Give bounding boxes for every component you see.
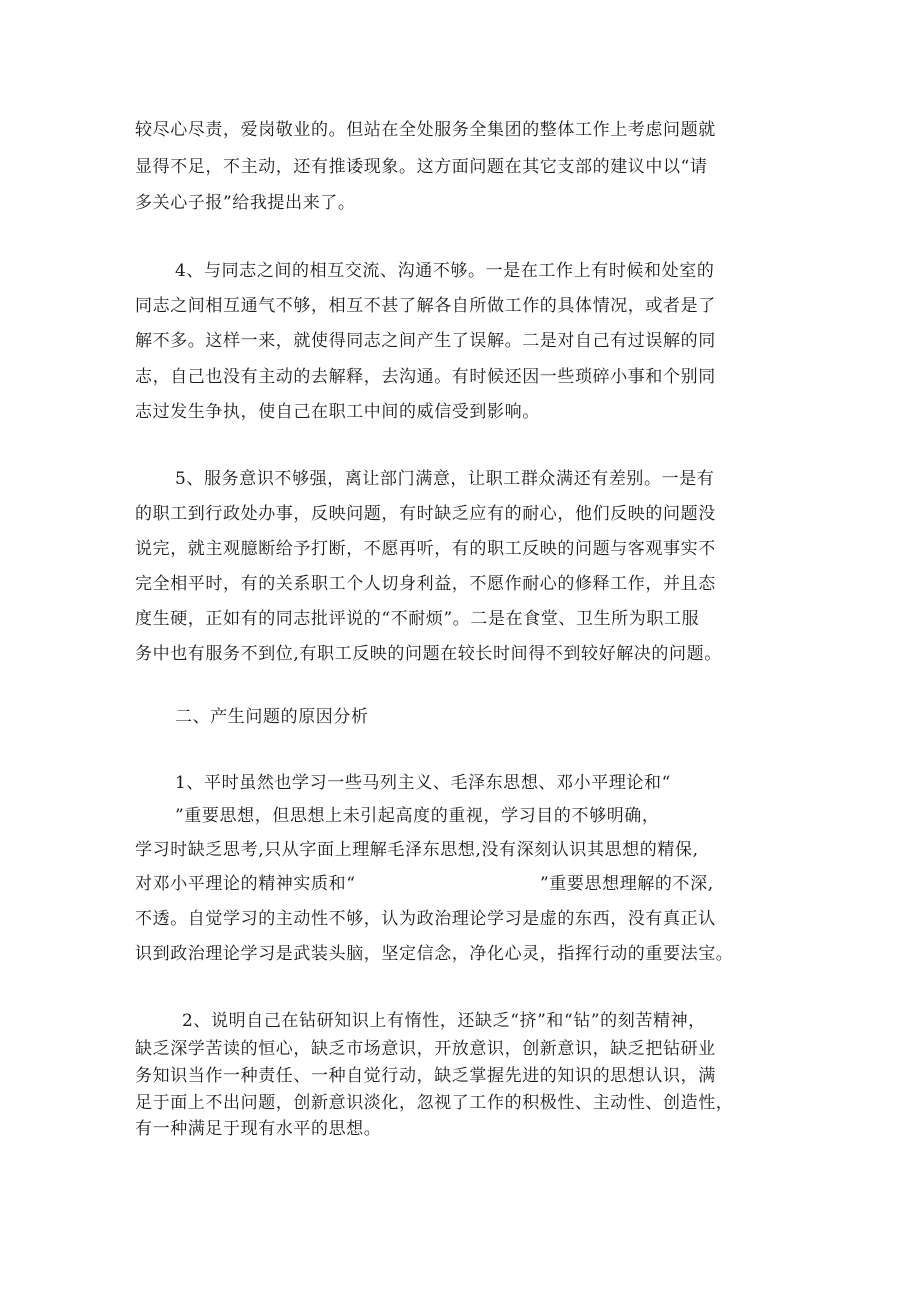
- text-line: 志，自己也没有主动的去解释，去沟通。有时候还因一些琐碎小事和个别同: [135, 367, 716, 387]
- text-line: 1、平时虽然也学习一些马列主义、毛泽东思想、邓小平理论和“: [175, 773, 671, 793]
- text-line: 足于面上不出问题，创新意识淡化，忽视了工作的积极性、主动性、创造性，: [135, 1093, 734, 1113]
- text-line: 2、说明自己在钻研知识上有惰性，还缺乏“挤”和“钻”的刻苦精神，: [182, 1011, 706, 1031]
- text-line: 识到政治理论学习是武装头脑，坚定信念，净化心灵，指挥行动的重要法宝。: [135, 944, 734, 964]
- text-line: 较尽心尽责，爱岗敬业的。但站在全处服务全集团的整体工作上考虑问题就: [135, 120, 716, 140]
- text-line: 不透。自觉学习的主动性不够，认为政治理论学习是虚的东西，没有真正认: [135, 909, 716, 929]
- text-line: 5、服务意识不够强，离让部门满意，让职工群众满还有差别。一是有: [175, 469, 715, 489]
- text-line: 同志之间相互通气不够，相互不甚了解各自所做工作的具体情况，或者是了: [135, 296, 716, 316]
- text-line: 度生硬，正如有的同志批评说的“不耐烦”。二是在食堂、卫生所为职工服: [135, 609, 700, 629]
- text-line: 说完，就主观臆断给予打断，不愿再听，有的职工反映的问题与客观事实不: [135, 539, 716, 559]
- text-line: ”重要思想理解的不深,: [540, 874, 714, 894]
- text-line: 完全相平时，有的关系职工个人切身利益，不愿作耐心的修释工作，并且态: [135, 574, 716, 594]
- text-line: 对邓小平理论的精神实质和“: [135, 874, 356, 894]
- text-line: ”重要思想，但思想上未引起高度的重视，学习目的不够明确，: [175, 806, 660, 826]
- text-line: 显得不足，不主动，还有推诿现象。这方面问题在其它支部的建议中以“请: [135, 157, 708, 177]
- text-line: 解不多。这样一来，就使得同志之间产生了误解。二是对自己有过误解的同: [135, 331, 716, 351]
- text-line: 的职工到行政处办事，反映问题，有时缺乏应有的耐心，他们反映的问题没: [135, 504, 716, 524]
- text-line: 志过发生争执，使自己在职工中间的威信受到影响。: [135, 402, 540, 422]
- text-line: 务中也有服务不到位,有职工反映的问题在较长时间得不到较好解决的问题。: [135, 644, 722, 664]
- text-line: 务知识当作一种责任、一种自觉行动，缺乏掌握先进的知识的思想认识，满: [135, 1066, 716, 1086]
- text-line: 有一种满足于现有水平的思想。: [135, 1119, 382, 1139]
- text-line: 学习时缺乏思考,只从字面上理解毛泽东思想,没有深刻认识其思想的精保,: [135, 840, 699, 860]
- section-heading: 二、产生问题的原因分析: [175, 707, 369, 727]
- text-line: 缺乏深学苦读的恒心，缺乏市场意识，开放意识，创新意识，缺乏把钻研业: [135, 1039, 716, 1059]
- text-line: 多关心子报”给我提出来了。: [135, 193, 356, 213]
- text-line: 4、与同志之间的相互交流、沟通不够。一是在工作上有时候和处室的: [175, 261, 715, 281]
